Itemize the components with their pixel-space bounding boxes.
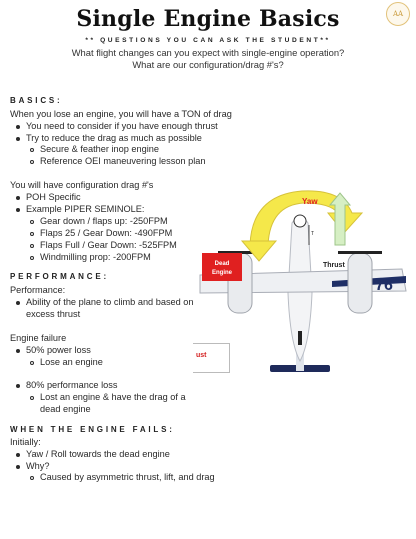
performance-sub-dead-engine: Lost an engine & have the drag of a [40, 392, 186, 402]
bullet [16, 349, 20, 353]
performance-bullet-80: 80% performance loss [26, 380, 118, 390]
basics-bullet-thrust: You need to consider if you have enough thrust [26, 121, 218, 131]
bullet [16, 208, 20, 212]
performance-bullet-50: 50% power loss [26, 345, 91, 355]
engine-failure-intro: Engine failure [10, 333, 67, 343]
performance-sub-dead-engine-cont: dead engine [40, 404, 91, 414]
config-sub-gear-down: Gear down / flaps up: -250FPM [40, 216, 168, 226]
yaw-label: Yaw [302, 197, 318, 206]
question-line-1: What flight changes can you expect with single-engine operation? [71, 47, 345, 58]
bullet [16, 301, 20, 305]
dead-engine-box [202, 253, 242, 281]
page-title: Single Engine Basics [76, 6, 340, 32]
performance-intro: Performance: [10, 285, 66, 295]
nose-gear [298, 331, 302, 345]
dead-engine-label-line1: Dead [214, 261, 230, 267]
config-sub-flaps25: Flaps 25 / Gear Down: -490FPM [40, 228, 173, 238]
right-engine-nacelle [348, 253, 372, 313]
engine-fails-heading: WHEN THE ENGINE FAILS: [10, 425, 175, 434]
performance-bullet-climb: Ability of the plane to climb and based on [26, 297, 194, 307]
engine-fails-bullet-why: Why? [26, 461, 50, 471]
basics-sub-oei: Reference OEI maneuvering lesson plan [40, 156, 206, 166]
basics-intro: When you lose an engine, you will have a TON of drag [10, 109, 232, 119]
nose-spinner [294, 215, 306, 227]
config-bullet-seminole: Example PIPER SEMINOLE: [26, 204, 145, 214]
question-line-2: What are our configuration/drag #'s? [132, 59, 284, 70]
basics-heading: BASICS: [10, 96, 63, 105]
config-intro: You will have configuration drag #'s [10, 180, 154, 190]
dead-engine-label-line2: Engine [211, 270, 233, 276]
sub-bullet [30, 220, 34, 224]
bullet [16, 125, 20, 129]
brand-logo: AA [386, 2, 410, 26]
sub-bullet [30, 361, 34, 365]
partial-thrust-label: ust [196, 352, 207, 359]
questions-subheading: ** QUESTIONS YOU CAN ASK THE STUDENT** [85, 37, 331, 44]
engine-fails-intro: Initially: [10, 437, 41, 447]
bullet [16, 453, 20, 457]
basics-bullet-reduce-drag: Try to reduce the drag as much as possible [26, 133, 202, 143]
engine-fails-bullet-yaw: Yaw / Roll towards the dead engine [26, 449, 170, 459]
bullet [16, 384, 20, 388]
thrust-vector-label: T [311, 231, 315, 237]
tail-number: 76 [375, 277, 393, 294]
config-sub-windmilling: Windmilling prop: -200FPM [40, 252, 151, 262]
performance-heading: PERFORMANCE: [10, 272, 109, 281]
engine-fails-sub-asymmetric: Caused by asymmetric thrust, lift, and drag [40, 472, 215, 482]
sub-bullet [30, 148, 34, 152]
sub-bullet [30, 396, 34, 400]
sub-bullet [30, 256, 34, 260]
right-propeller [338, 251, 382, 254]
sub-bullet [30, 160, 34, 164]
sub-bullet [30, 476, 34, 480]
bullet [16, 465, 20, 469]
bullet [16, 137, 20, 141]
twin-engine-plane-diagram [192, 183, 416, 378]
config-bullet-poh: POH Specific [26, 192, 81, 202]
performance-bullet-climb-cont: excess thrust [26, 309, 81, 319]
basics-sub-feather: Secure & feather inop engine [40, 144, 160, 154]
config-sub-flaps-full: Flaps Full / Gear Down: -525FPM [40, 240, 177, 250]
sub-bullet [30, 244, 34, 248]
sub-bullet [30, 232, 34, 236]
bullet [16, 196, 20, 200]
thrust-label: Thrust [323, 262, 345, 269]
performance-sub-lose-engine: Lose an engine [40, 357, 103, 367]
